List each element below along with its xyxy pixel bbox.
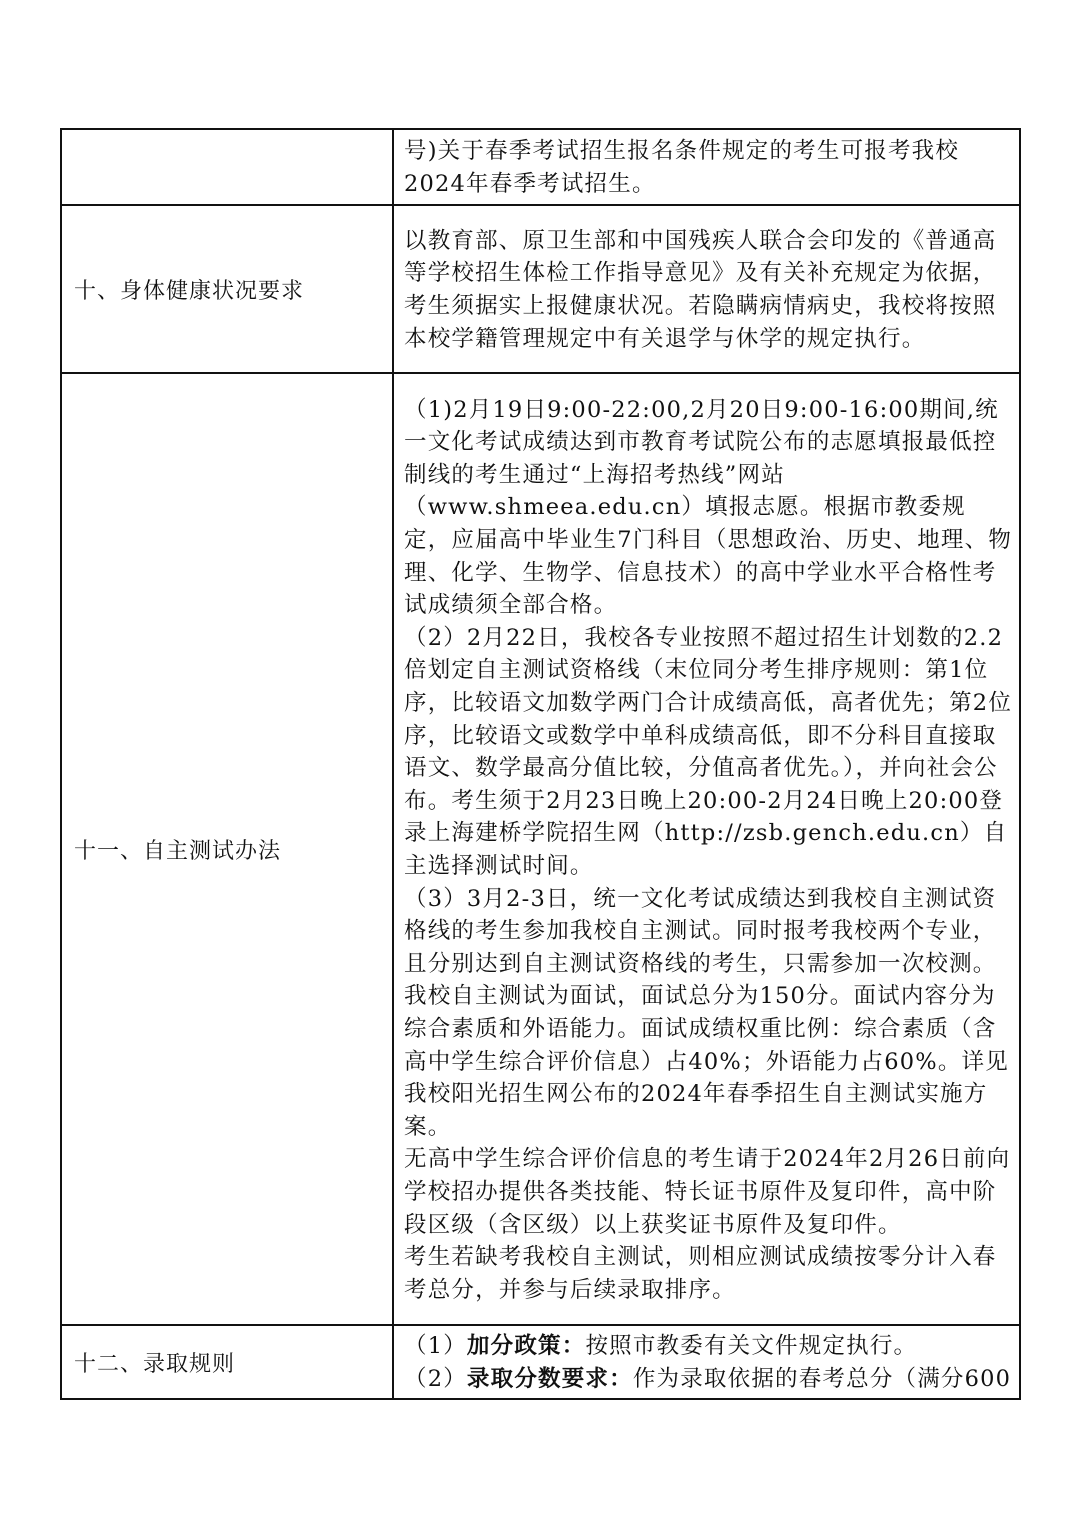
content-paragraph: 以教育部、原卫生部和中国残疾人联合会印发的《普通高等学校招生体检工作指导意见》及有关补充规定为依据，考生须据实上报健康状况。若隐瞒病情病史，我校将按照本校学籍管理规定中有关退学与休学的规定执行。 [404,227,997,352]
table-row-health-requirements [61,205,1020,373]
rule-item-text: 按照市教委有关文件规定执行。 [585,1333,918,1360]
row-content [393,129,1020,205]
row-label: 十二、录取规则 [61,1325,393,1399]
content-paragraph: （2）2月22日，我校各专业按照不超过招生计划数的2.2倍划定自主测试资格线（末位同分考生排序规则：第1位序，比较语文加数学两门合计成绩高低，高者优先；第2位序，比较语文或数学中单科成绩高低，即不分科目直接取语文、数学最高分值比较，分值高者优先。），并向社会公布。考生须于2月23日晚上20:00-2月24日晚上20:00登录上海建桥学院招生网（http://zsb.gench.edu.cn）自主选择测试时间。 [404,624,1013,879]
content-paragraph: （3）3月2-3日，统一文化考试成绩达到我校自主测试资格线的考生参加我校自主测试。同时报考我校两个专业，且分别达到自主测试资格线的考生，只需参加一次校测。 [404,885,997,977]
rule-item-prefix: （1） [404,1333,467,1360]
table-row-admission-rules [61,1325,1020,1399]
row-label: 十一、自主测试办法 [61,373,393,1325]
content-paragraph: 号)关于春季考试招生报名条件规定的考生可报考我校2024年春季考试招生。 [404,138,960,197]
row-label [61,129,393,205]
row-content [393,205,1020,373]
row-label: 十、身体健康状况要求 [61,205,393,373]
table-row-continued [61,129,1020,205]
content-paragraph: 无高中学生综合评价信息的考生请于2024年2月26日前向学校招办提供各类技能、特长证书原件及复印件，高中阶段区级（含区级）以上获奖证书原件及复印件。 [404,1146,1011,1238]
table-row-self-test-method [61,373,1020,1325]
content-paragraph: 我校自主测试为面试，面试总分为150分。面试内容分为综合素质和外语能力。面试成绩权重比例：综合素质（含高中学生综合评价信息）占40%；外语能力占60%。详见我校阳光招生网公布的2024年春季招生自主测试实施方案。 [404,983,1009,1140]
row-content [393,373,1020,1325]
rule-item-text: 作为录取依据的春考总分（满分600 [632,1366,1012,1392]
admission-rules-table [60,128,1021,1400]
row-content [393,1325,1020,1399]
content-paragraph: 考生若缺考我校自主测试，则相应测试成绩按零分计入春考总分，并参与后续录取排序。 [404,1244,997,1303]
rule-item [404,1363,1013,1396]
rule-item [404,1330,1013,1363]
rule-item-heading: 录取分数要求： [466,1366,633,1392]
content-paragraph: （1)2月19日9:00-22:00,2月20日9:00-16:00期间,统一文化考试成绩达到市教育考试院公布的志愿填报最低控制线的考生通过“上海招考热线”网站（www.shmeea.edu.cn）填报志愿。根据市教委规定，应届高中毕业生7门科目（思想政治、历史、地理、物理、化学、生物学、信息技术）的高中学业水平合格性考试成绩须全部合格。 [404,396,1013,619]
rule-item-prefix: （2） [404,1366,467,1392]
rule-item-heading: 加分政策： [466,1333,586,1360]
